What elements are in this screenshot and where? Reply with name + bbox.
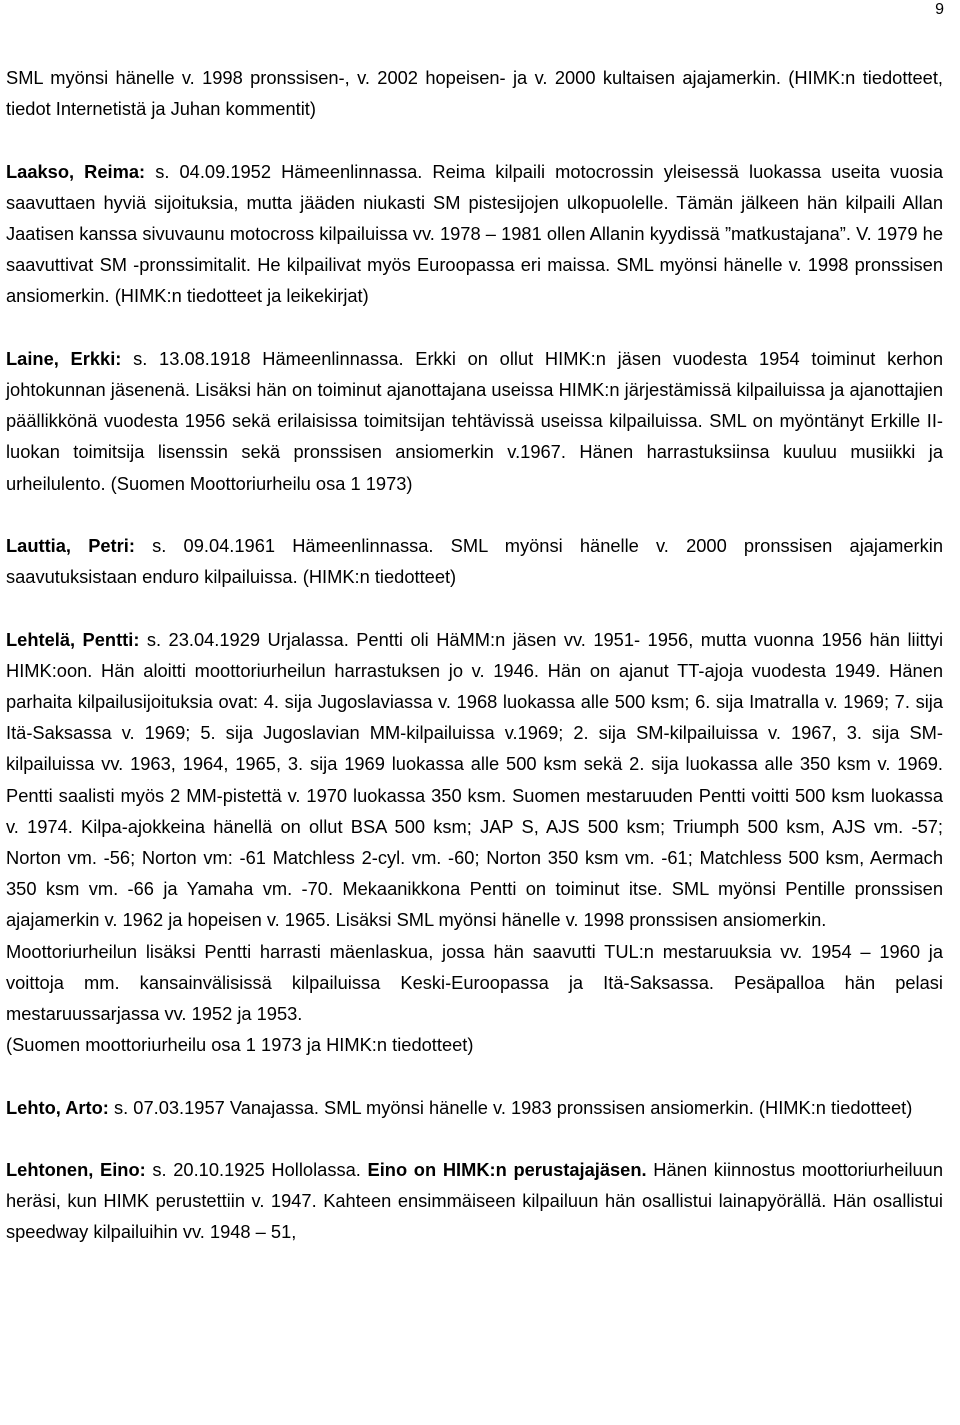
entry-lehtela-pentti (6, 624, 943, 1061)
entry-text: s. 04.09.1952 Hämeenlinnassa. Reima kilpaili motocrossin yleisessä luokassa useita vuosia saavuttaen hyviä sijoituksia, mutta jääden niukasti SM pistesijojen ulkopuolelle. Tämän jälkeen hän kilpaili Allan Jaatisen kanssa sivuvaunu motocross kilpailuissa vv. 1978 – 1981 ollen Allanin kyydissä ”matkustajana”. V. 1979 he saavuttivat SM -pronssimitalit. He kilpailivat myös Euroopassa eri maissa. SML myönsi hänelle v. 1998 pronssisen ansiomerkin. (HIMK:n tiedotteet ja leikekirjat) (6, 160, 943, 307)
document-body (6, 62, 943, 1248)
entry-laakso-reima (6, 156, 943, 312)
entry-text: SML myönsi hänelle v. 1998 pronssisen-, v. 2002 hopeisen- ja v. 2000 kultaisen ajajamerkin. (HIMK:n tiedotteet, tiedot Internetistä ja Juhan kommentit) (6, 67, 943, 120)
entry-name: Laakso, Reima: (6, 160, 146, 182)
entry-name: Laine, Erkki: (6, 347, 122, 369)
entry-text: s. 09.04.1961 Hämeenlinnassa. SML myönsi hänelle v. 2000 pronssisen ajajamerkin saavutuksistaan enduro kilpailuissa. (HIMK:n tiedotteet) (6, 535, 944, 588)
entry-name: Lehtelä, Pentti: (6, 628, 140, 650)
entry-text: Moottoriurheilun lisäksi Pentti harrasti mäenlaskua, jossa hän saavutti TUL:n mestaruuksia vv. 1954 – 1960 ja voittoja mm. kansainvälisissä kilpailuissa Keski-Euroopassa ja Itä-Saksassa. Pesäpalloa hän pelasi mestaruussarjassa vv. 1952 ja 1953. (6, 940, 943, 1025)
entry-text: s. 13.08.1918 Hämeenlinnassa. Erkki on ollut HIMK:n jäsen vuodesta 1954 toiminut kerhon johtokunnan jäsenenä. Lisäksi hän on toiminut ajanottajana useissa HIMK:n järjestämissä kilpailuissa ja ajanottajien päällikkönä vuodesta 1956 sekä erilaisissa toimitsijan tehtävissä useissa kilpailuissa. SML on myöntänyt Erkille II-luokan toimitsija lisenssin sekä pronssisen ansiomerkin v.1967. Hänen harrastuksiinsa kuuluu musiikki ja urheilulento. (Suomen Moottoriurheilu osa 1 1973) (6, 347, 944, 494)
entry-name: Lehtonen, Eino: (6, 1159, 146, 1181)
entry-intro (6, 62, 943, 124)
entry-paragraph (6, 936, 943, 1030)
entry-text: s. 23.04.1929 Urjalassa. Pentti oli HäMM:n jäsen vv. 1951- 1956, mutta vuonna 1956 hän liittyi HIMK:oon. Hän aloitti moottoriurheilun harrastuksen jo v. 1946. Hän on ajanut TT-ajoja vuodesta 1949. Hänen parhaita kilpailusijoituksia ovat: 4. sija Jugoslaviassa v. 1968 luokassa alle 500 ksm; 6. sija Imatralla v. 1969; 7. sija Itä-Saksassa v. 1969; 5. sija Jugoslavian MM-kilpailuissa v.1969; 2. sija SM-kilpailuissa v. 1967, 3. sija SM-kilpailuissa vv. 1963, 1964, 1965, 3. sija 1969 luokassa alle 500 ksm sekä 2. sija luokassa alle 350 ksm v. 1969. Pentti saalisti myös 2 MM-pistettä v. 1970 luokassa 350 ksm. Suomen mestaruuden Pentti voitti 500 ksm luokassa v. 1974. Kilpa-ajokkeina hänellä on ollut BSA 500 ksm; JAP S, AJS 500 ksm; Triumph 500 ksm, AJS vm. -57; Norton vm. -56; Norton vm: -61 Matchless 2-cyl. vm. -60; Norton 350 ksm vm. -61; Matchless 500 ksm, Aermach 350 ksm vm. -66 ja Yamaha vm. -70. Mekaanikkona Pentti on toiminut itse. SML myönsi Pentille pronssisen ajajamerkin v. 1962 ja hopeisen v. 1965. Lisäksi SML myönsi hänelle v. 1998 pronssisen ansiomerkin. (6, 628, 944, 931)
entry-lauttia-petri (6, 530, 943, 592)
entry-lehto-arto (6, 1092, 943, 1123)
entry-emphasis: Eino on HIMK:n perustajajäsen. (367, 1159, 647, 1181)
entry-text: Hänen kiinnostus moottoriurheiluun heräsi, kun HIMK perustettiin v. 1947. Kahteen ensimmäiseen kilpailuun hän osallistui lainapyörällä. Hän osallistui speedway kilpailuihin vv. 1948 – 51, (6, 1159, 944, 1243)
entry-source (6, 1029, 943, 1060)
entry-laine-erkki (6, 343, 943, 499)
page-number: 9 (935, 1, 944, 18)
entry-text: s. 20.10.1925 Hollolassa. (145, 1159, 368, 1181)
entry-name: Lehto, Arto: (6, 1096, 109, 1118)
entry-text: (Suomen moottoriurheilu osa 1 1973 ja HIMK:n tiedotteet) (6, 1034, 474, 1056)
entry-lehtonen-eino (6, 1154, 943, 1248)
entry-paragraph (6, 624, 943, 936)
entry-text: s. 07.03.1957 Vanajassa. SML myönsi hänelle v. 1983 pronssisen ansiomerkin. (HIMK:n tiedotteet) (108, 1096, 913, 1118)
entry-name: Lauttia, Petri: (6, 535, 135, 556)
